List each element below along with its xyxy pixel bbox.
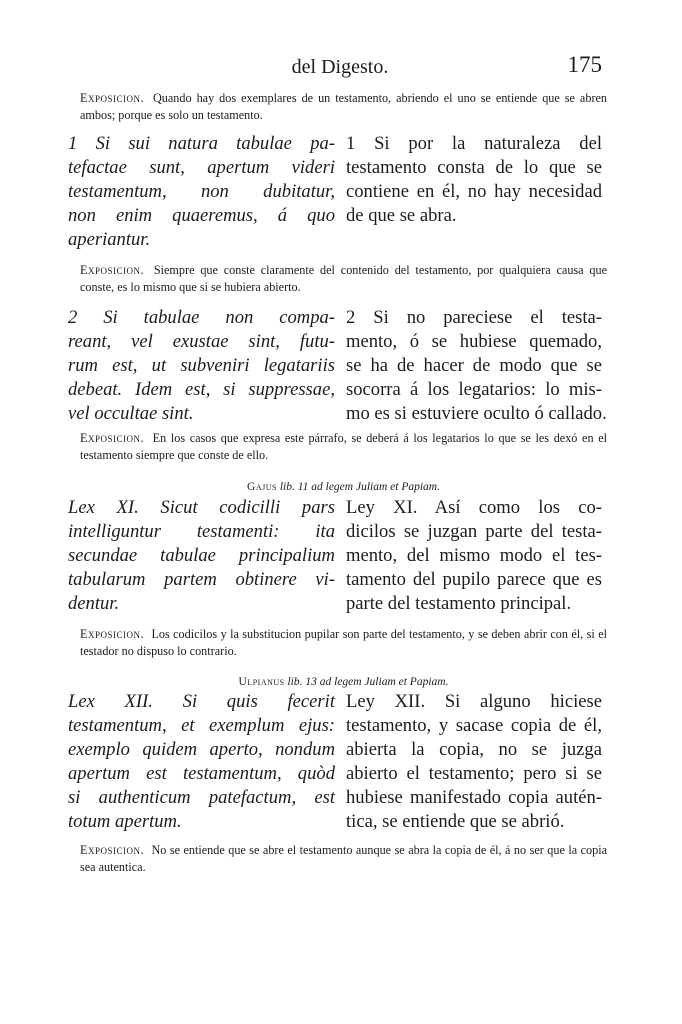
text-line: 2 Si no pareciese el testa- [346,307,602,328]
latin-paragraph-1 [68,132,335,252]
text-line: abierta la copia, no se juzga [346,739,602,760]
text-line: intelliguntur testamenti: ita [68,521,335,542]
text-line: de que se abra. [346,205,457,226]
text-line: si authenticum patefactum, est [68,787,335,808]
text-line: mo es si estuviere oculto ó callado. [346,403,607,424]
source-author: Gajus [247,481,277,493]
text-line: secundae tabulae principalium [68,545,335,566]
exposicion-text: Los codicilos y la substitucion pupilar son parte del testamento, y se deben abrir con él, si el testador no dispuso lo contrario. [80,627,608,658]
text-line: tabularum partem obtinere vi- [68,569,335,590]
running-head [70,52,610,84]
text-line: debeat. Idem est, si suppressae, [68,379,335,400]
text-line: non enim quaeremus, á quo [68,205,335,226]
page-number: 175 [567,52,602,77]
text-line: tamento del pupilo parece que es [346,569,602,590]
text-line: testamento consta de lo que se [346,157,602,178]
exposicion-text: Siempre que conste claramente del contenido del testamento, por qualquiera causa que conste, es lo mismo que si se hubiera abierto. [80,263,608,294]
exposicion-label: Exposicion. [80,91,144,105]
text-line: dentur. [68,593,120,614]
source-citation-2 [80,676,607,688]
exposicion-2 [80,262,607,296]
text-line: 2 Si tabulae non compa- [68,307,335,328]
spanish-paragraph-1 [346,132,602,228]
source-reference: lib. 11 ad legem Juliam et Papiam. [279,481,440,493]
text-line: reant, vel exustae sint, futu- [68,331,335,352]
text-line: se ha de hacer de modo que se [346,355,602,376]
text-line: abierto el testamento; pero si se [346,763,602,784]
text-line: mento, ó se hubiese quemado, [346,331,602,352]
source-reference: lib. 13 ad legem Juliam et Papiam. [287,676,449,688]
latin-paragraph-2 [68,306,335,426]
text-line: apertum est testamentum, quòd [68,763,335,784]
exposicion-text: Quando hay dos exemplares de un testamento, abriendo el uno se entiende que se abren ambos; porque es solo un testamento. [80,91,608,122]
text-line: Lex XI. Sicut codicilli pars [68,497,335,518]
text-line: 1 Si sui natura tabulae pa- [68,133,335,154]
exposicion-text: En los casos que expresa este párrafo, se deberá á los legatarios lo que se les dexó en el testamento siempre que conste de ello. [80,431,607,462]
running-title: del Digesto. [291,56,389,78]
source-citation-1 [80,481,607,493]
text-line: dicilos se juzgan parte del testa- [346,521,602,542]
lex-xii-latin [68,690,335,834]
text-line: totum apertum. [68,811,182,832]
text-line: Ley XII. Si alguno hiciese [346,691,602,712]
text-line: testamentum, non dubitatur, [68,181,335,202]
exposicion-label: Exposicion. [80,263,144,277]
exposicion-1 [80,90,607,124]
exposicion-5 [80,842,607,876]
text-line: tefactae sunt, apertum videri [68,157,335,178]
text-line: exemplo quidem aperto, nondum [68,739,335,760]
ley-xi-spanish [346,496,602,616]
exposicion-label: Exposicion. [80,843,144,857]
spanish-paragraph-2 [346,306,607,426]
exposicion-label: Exposicion. [80,627,144,641]
exposicion-3 [80,430,607,464]
text-line: rum est, ut subveniri legatariis [68,355,335,376]
text-line: hubiese manifestado copia autén- [346,787,602,808]
text-line: vel occultae sint. [68,403,194,424]
text-line: aperiantur. [68,229,151,250]
exposicion-4 [80,626,607,660]
text-line: socorra á los legatarios: lo mis- [346,379,602,400]
lex-xi-latin [68,496,335,616]
exposicion-text: No se entiende que se abre el testamento aunque se abra la copia de él, á no ser que la copia sea autentica. [80,843,608,874]
text-line: 1 Si por la naturaleza del [346,133,602,154]
ley-xii-spanish [346,690,602,834]
text-line: mento, del mismo modo el tes- [346,545,602,566]
exposicion-label: Exposicion. [80,431,144,445]
text-line: Lex XII. Si quis fecerit [68,691,335,712]
text-line: contiene en él, no hay necesidad [346,181,602,202]
text-line: Ley XI. Así como los co- [346,497,602,518]
text-line: parte del testamento principal. [346,593,572,614]
source-author: Ulpianus [238,676,285,688]
text-line: testamento, y sacase copia de él, [346,715,602,736]
text-line: testamentum, et exemplum ejus: [68,715,335,736]
text-line: tica, se entiende que se abrió. [346,811,565,832]
